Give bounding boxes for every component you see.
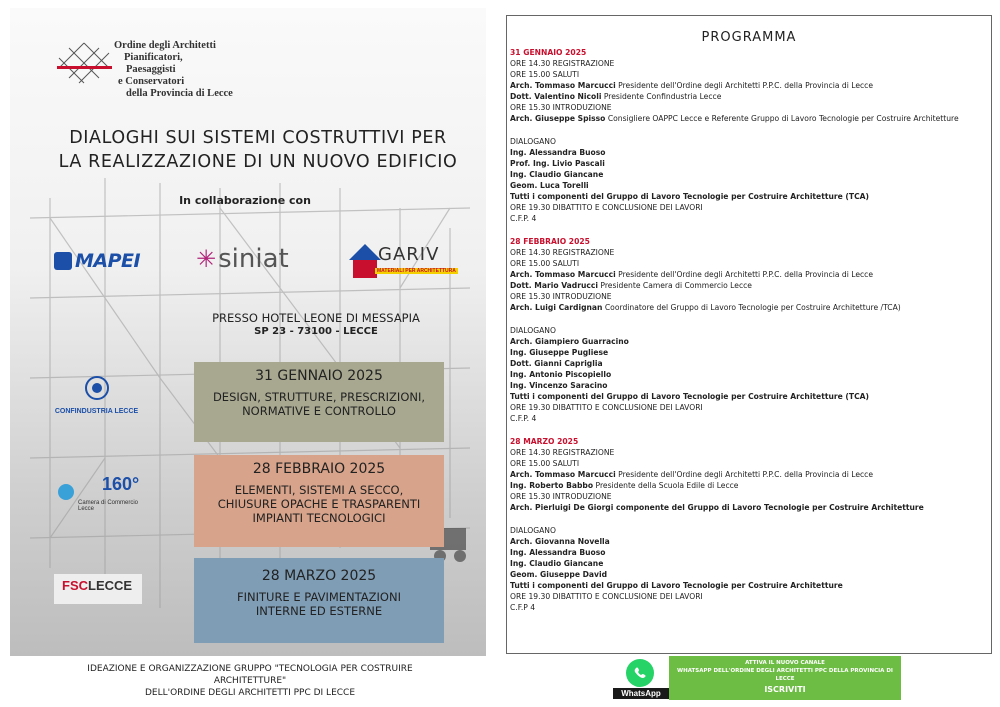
collaboration-label: In collaborazione con — [179, 194, 311, 207]
program-line — [510, 80, 988, 91]
event-topic-line: CHIUSURE OPACHE E TRASPARENTI — [217, 497, 421, 511]
panelist — [510, 180, 988, 191]
cfp-credits: C.F.P 4 — [510, 603, 536, 612]
panelist-name: Arch. Giampiero Guarracino — [510, 337, 629, 346]
panelist-name: Geom. Luca Torelli — [510, 181, 589, 190]
panelist — [510, 558, 988, 569]
panelist — [510, 158, 988, 169]
panelist-name: Prof. Ing. Livio Pascali — [510, 159, 605, 168]
venue-address: SP 23 - 73100 - LECCE — [254, 326, 378, 337]
siniat-name: siniat — [218, 244, 289, 274]
program-line — [510, 480, 988, 491]
speaker-role: Presidente dell'Ordine degli Architetti P.P.C. della Provincia di Lecce — [615, 270, 874, 279]
event-date: 28 MARZO 2025 — [261, 568, 377, 584]
panelist — [510, 347, 988, 358]
order-name-line: e Conservatori — [118, 76, 185, 87]
siniat-logo — [196, 244, 289, 274]
program-date: 31 GENNAIO 2025 — [510, 48, 587, 57]
panelist — [510, 391, 988, 402]
gariv-subtitle: MATERIALI PER ARCHITETTURA — [377, 268, 456, 274]
order-name-line: Paesaggisti — [126, 64, 176, 75]
panelist — [510, 536, 988, 547]
panelist-name: Ing. Giuseppe Pugliese — [510, 348, 609, 357]
panelist — [510, 169, 988, 180]
cfp-credits: C.F.P. 4 — [510, 414, 537, 423]
poster-title — [48, 126, 468, 174]
camera-label: Camera di Commercio Lecce — [78, 500, 139, 512]
event-topic-line: NORMATIVE E CONTROLLO — [242, 404, 396, 418]
order-name-line: Ordine degli Architetti — [114, 40, 216, 51]
panelist — [510, 191, 988, 202]
event-topic-line: INTERNE ED ESTERNE — [255, 604, 383, 618]
whatsapp-text — [671, 659, 899, 694]
confindustria-logo — [54, 375, 139, 417]
panelist — [510, 336, 988, 347]
fsc-lecce-logo — [54, 574, 142, 604]
event-topic-line: IMPIANTI TECNOLOGICI — [252, 511, 386, 525]
panelist — [510, 547, 988, 558]
order-name-line: Pianificatori, — [124, 52, 183, 63]
program-line — [510, 469, 988, 480]
mapei-name: MAPEI — [75, 250, 141, 272]
organizer-credit — [50, 663, 450, 699]
event-poster — [10, 8, 486, 656]
event-band-1 — [194, 362, 444, 442]
panelist — [510, 358, 988, 369]
event-topic-line: FINITURE E PAVIMENTAZIONI — [237, 590, 401, 604]
speaker-role: Presidente dell'Ordine degli Architetti P.P.C. della Provincia di Lecce — [615, 470, 874, 479]
event-date: 31 GENNAIO 2025 — [255, 368, 383, 384]
event-topic-line: ELEMENTI, SISTEMI A SECCO, — [234, 483, 404, 497]
order-name-line: della Provincia di Lecce — [126, 88, 233, 99]
poster-title-line: LA REALIZZAZIONE DI UN NUOVO EDIFICIO — [58, 152, 458, 172]
confindustria-label: CONFINDUSTRIA LECCE — [54, 408, 139, 415]
whatsapp-label: WhatsApp — [613, 688, 669, 699]
siniat-star-icon: ✳ — [196, 245, 217, 273]
speaker-role: Consigliere OAPPC Lecce e Referente Gruppo di Lavoro Tecnologie per Costruire Architetture — [605, 114, 959, 123]
mapei-mark-icon — [54, 252, 72, 270]
speaker-name: Ing. Roberto Babbo — [510, 481, 594, 490]
speaker-role: Presidente dell'Ordine degli Architetti P.P.C. della Provincia di Lecce — [615, 81, 874, 90]
speaker-name: Arch. Luigi Cardignan — [510, 303, 603, 312]
event-topic-line: DESIGN, STRUTTURE, PRESCRIZIONI, — [212, 390, 426, 404]
event-band-3 — [194, 558, 444, 643]
speaker-name: Arch. Tommaso Marcucci — [510, 470, 616, 479]
program-line — [510, 280, 988, 291]
program-line — [510, 91, 988, 102]
panelist-name: Ing. Claudio Giancane — [510, 170, 604, 179]
program-date: 28 MARZO 2025 — [510, 437, 579, 446]
order-logo — [54, 38, 114, 88]
panelist — [510, 569, 988, 580]
program-line: ORE 14.30 REGISTRAZIONE — [510, 448, 615, 457]
speaker-name: Arch. Tommaso Marcucci — [510, 81, 616, 90]
program-date: 28 FEBBRAIO 2025 — [510, 237, 590, 246]
cfp-credits: C.F.P. 4 — [510, 214, 537, 223]
program-line: ORE 15.00 SALUTI — [510, 259, 580, 268]
confindustria-emblem-icon — [82, 375, 112, 401]
speaker-name: Arch. Pierluigi De Giorgi componente del Gruppo di Lavoro Tecnologie per Costruire Architetture — [510, 503, 924, 512]
program-line: ORE 15.30 INTRODUZIONE — [510, 292, 612, 301]
program-line: ORE 15.30 INTRODUZIONE — [510, 492, 612, 501]
panelist-name: Ing. Alessandra Buoso — [510, 148, 606, 157]
program-line: ORE 15.30 INTRODUZIONE — [510, 103, 612, 112]
speaker-name: Arch. Tommaso Marcucci — [510, 270, 616, 279]
program-body — [510, 47, 988, 613]
whatsapp-line-1: ATTIVA IL NUOVO CANALE — [745, 660, 825, 666]
camera-anniversary-badge: 160° — [102, 474, 140, 494]
organizer-credit-line: DELL'ORDINE DEGLI ARCHITETTI PPC DI LECCE — [144, 688, 356, 698]
program-line — [510, 113, 988, 124]
speaker-name: Dott. Valentino Nicoli — [510, 92, 602, 101]
panelist-name: Arch. Giovanna Novella — [510, 537, 610, 546]
venue — [206, 311, 426, 337]
program-line: ORE 14.30 REGISTRAZIONE — [510, 248, 615, 257]
speaker-name: Dott. Mario Vadrucci — [510, 281, 598, 290]
panelist-name: Tutti i componenti del Gruppo di Lavoro Tecnologie per Costruire Architetture (TCA) — [510, 192, 869, 201]
mapei-logo — [54, 250, 140, 272]
panelist — [510, 580, 988, 591]
phone-icon — [626, 659, 654, 687]
panelist-name: Ing. Alessandra Buoso — [510, 548, 606, 557]
panelist — [510, 147, 988, 158]
order-name — [114, 40, 233, 100]
dialogano-label: DIALOGANO — [510, 326, 556, 335]
poster-title-line: DIALOGHI SUI SISTEMI COSTRUTTIVI PER — [69, 128, 447, 148]
event-band-2 — [194, 455, 444, 547]
gariv-name: GARIV — [378, 244, 440, 265]
speaker-role: Presidente Camera di Commercio Lecce — [597, 281, 752, 290]
speaker-name: Arch. Giuseppe Spisso — [510, 114, 606, 123]
panelist-name: Geom. Giuseppe David — [510, 570, 608, 579]
panelist-name: Ing. Vincenzo Saracino — [510, 381, 608, 390]
fsc-name-b: LECCE — [88, 578, 133, 593]
program-line: ORE 15.00 SALUTI — [510, 70, 580, 79]
panelist-name: Tutti i componenti del Gruppo di Lavoro Tecnologie per Costruire Architetture (TCA) — [510, 392, 869, 401]
speaker-role: Presidente Confindustria Lecce — [601, 92, 722, 101]
venue-name: PRESSO HOTEL LEONE DI MESSAPIA — [212, 311, 420, 325]
whatsapp-icon — [626, 659, 654, 687]
event-date: 28 FEBBRAIO 2025 — [252, 461, 386, 477]
panelist-name: Tutti i componenti del Gruppo di Lavoro Tecnologie per Costruire Architetture — [510, 581, 843, 590]
panelist — [510, 380, 988, 391]
program-line — [510, 302, 988, 313]
camera-emblem-icon — [56, 482, 76, 502]
program-heading: PROGRAMMA — [701, 30, 797, 45]
program-panel — [506, 15, 992, 654]
speaker-role: Presidente della Scuola Edile di Lecce — [593, 481, 739, 490]
fsc-name-a: FSC — [62, 578, 88, 593]
dialogano-label: DIALOGANO — [510, 137, 556, 146]
whatsapp-channel-banner[interactable] — [613, 656, 901, 700]
subscribe-link[interactable]: ISCRIVITI — [764, 685, 806, 694]
panelist-name: Ing. Antonio Piscopiello — [510, 370, 612, 379]
speaker-role: Coordinatore del Gruppo di Lavoro Tecnologie per Costruire Architetture /TCA) — [602, 303, 901, 312]
program-line: ORE 19.30 DIBATTITO E CONCLUSIONE DEI LAVORI — [510, 592, 703, 601]
program-line: ORE 15.00 SALUTI — [510, 459, 580, 468]
program-line — [510, 502, 988, 513]
program-line: ORE 19.30 DIBATTITO E CONCLUSIONE DEI LAVORI — [510, 403, 703, 412]
program-line: ORE 19.30 DIBATTITO E CONCLUSIONE DEI LAVORI — [510, 203, 703, 212]
camera-commercio-logo — [54, 474, 144, 524]
dialogano-label: DIALOGANO — [510, 526, 556, 535]
fsc-name — [62, 578, 132, 593]
organizer-credit-line: IDEAZIONE E ORGANIZZAZIONE GRUPPO "TECNOLOGIA PER COSTRUIRE ARCHITETTURE" — [87, 664, 413, 686]
whatsapp-logo — [613, 656, 670, 700]
program-line — [510, 269, 988, 280]
program-line: ORE 14.30 REGISTRAZIONE — [510, 59, 615, 68]
panelist-name: Ing. Claudio Giancane — [510, 559, 604, 568]
whatsapp-line-2: WHATSAPP DELL'ORDINE DEGLI ARCHITETTI PPC DELLA PROVINCIA DI LECCE — [677, 668, 893, 682]
panelist — [510, 369, 988, 380]
panelist-name: Dott. Gianni Capriglia — [510, 359, 603, 368]
